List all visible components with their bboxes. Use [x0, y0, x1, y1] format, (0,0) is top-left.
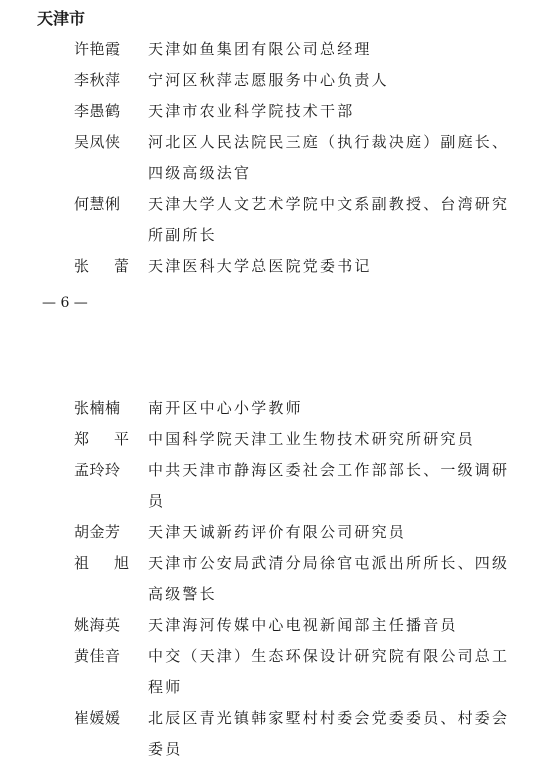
- person-title: 天津市农业科学院技术干部: [148, 102, 355, 120]
- list-item: [0, 703, 545, 765]
- section-title: 天津市: [37, 9, 86, 28]
- person-title: 中国科学院天津工业生物技术研究所研究员: [148, 430, 475, 448]
- person-name: 姚海英: [74, 616, 121, 634]
- list-item: [0, 610, 545, 641]
- person-name: 张楠楠: [74, 399, 121, 417]
- list-item: [0, 65, 545, 96]
- person-title: 宁河区秋萍志愿服务中心负责人: [148, 71, 389, 89]
- entry-list-bottom: [0, 393, 545, 765]
- person-name: 孟玲玲: [74, 461, 121, 479]
- person-title: 天津市公安局武清分局徐官屯派出所所长、四级高级警长: [148, 554, 510, 603]
- list-item: [0, 455, 545, 517]
- list-item: [0, 424, 545, 455]
- list-item: [0, 641, 545, 703]
- page-number: — 6 —: [42, 295, 88, 311]
- list-item: [0, 393, 545, 424]
- person-name: 许艳霞: [74, 40, 121, 58]
- list-item: [0, 96, 545, 127]
- person-title: 天津医科大学总医院党委书记: [148, 257, 372, 275]
- person-title: 天津海河传媒中心电视新闻部主任播音员: [148, 616, 458, 634]
- person-name: 张蕾: [74, 257, 155, 275]
- person-name: 祖旭: [74, 554, 155, 572]
- person-name: 何慧俐: [74, 195, 121, 213]
- person-name: 李秋萍: [74, 71, 121, 89]
- person-name: 吴凤侠: [74, 133, 121, 151]
- person-name: 黄佳音: [74, 647, 121, 665]
- person-title: 中交（天津）生态环保设计研究院有限公司总工程师: [148, 647, 510, 696]
- list-item: [0, 517, 545, 548]
- person-name: 胡金芳: [74, 523, 121, 541]
- person-title: 中共天津市静海区委社会工作部部长、一级调研员: [148, 461, 510, 510]
- person-title: 南开区中心小学教师: [148, 399, 303, 417]
- person-title: 北辰区青光镇韩家墅村村委会党委委员、村委会委员: [148, 709, 510, 758]
- person-title: 天津如鱼集团有限公司总经理: [148, 40, 372, 58]
- person-name: 李愚鹤: [74, 102, 121, 120]
- list-item: [0, 548, 545, 610]
- person-title: 天津大学人文艺术学院中文系副教授、台湾研究所副所长: [148, 195, 510, 244]
- list-item: [0, 189, 545, 251]
- entry-list-top: [0, 34, 545, 282]
- person-name: 崔媛媛: [74, 709, 121, 727]
- person-title: 天津天诚新药评价有限公司研究员: [148, 523, 407, 541]
- list-item: [0, 34, 545, 65]
- list-item: [0, 251, 545, 282]
- person-title: 河北区人民法院民三庭（执行裁决庭）副庭长、四级高级法官: [148, 133, 510, 182]
- list-item: [0, 127, 545, 189]
- person-name: 郑平: [74, 430, 155, 448]
